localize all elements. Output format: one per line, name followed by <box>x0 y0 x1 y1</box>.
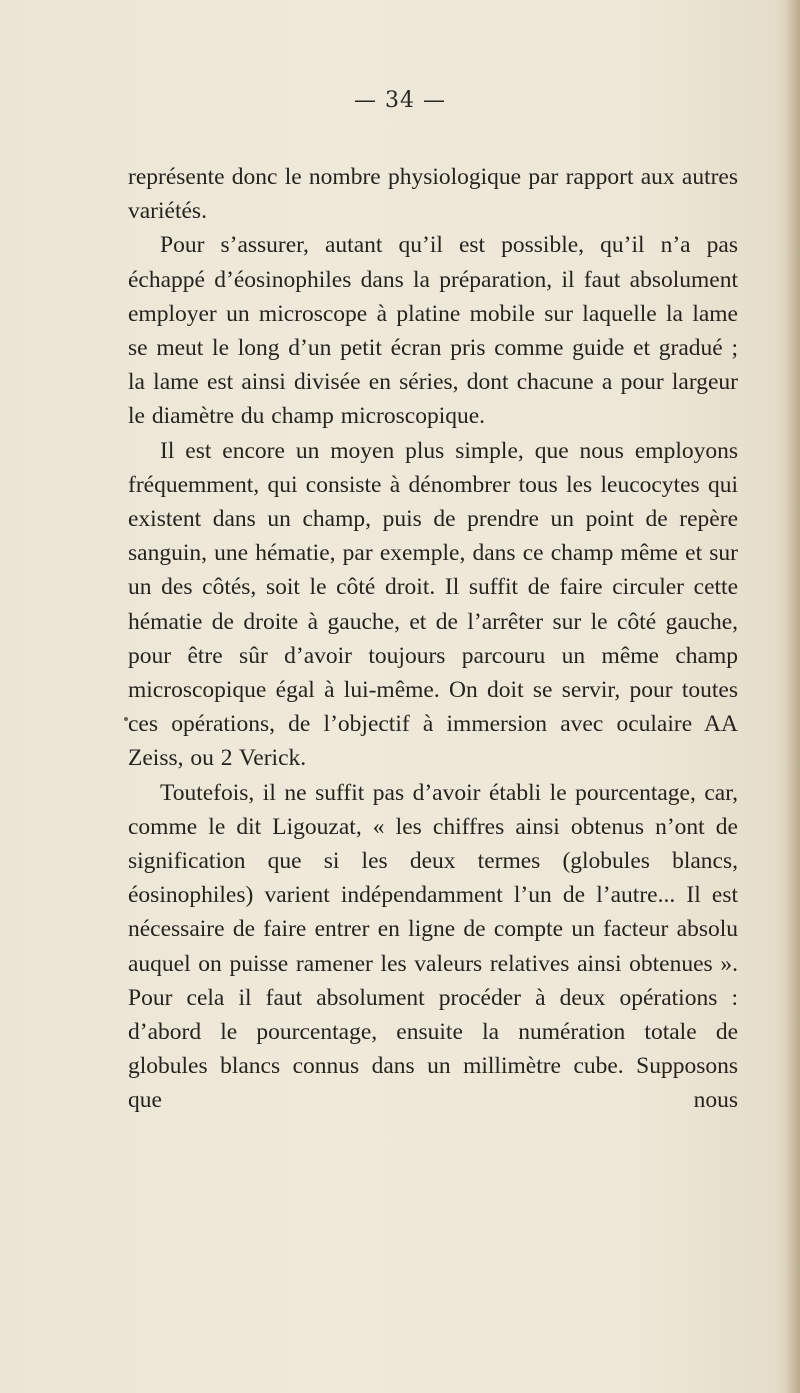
paragraph-2: Pour s’assurer, autant qu’il est possible, qu’il n’a pas échappé d’éosinophiles dans la préparation, il faut absolument employer un microscope à platine mobile sur laquelle la lame se meut le long d’un petit écran pris comme guide et gradué ; la lame est ainsi divisée en séries, dont chacune a pour largeur le diamètre du champ microscopique. <box>128 232 738 430</box>
paragraph-4: Toutefois, il ne suffit pas d’avoir établi le pourcentage, car, comme le dit Ligouzat, « les chiffres ainsi obtenus n’ont de signification que si les deux termes (globules blancs, éosinophiles) varient indépendamment l’un de l’autre... Il est nécessaire de faire entrer en ligne de compte un facteur absolu auquel on puisse ramener les valeurs relatives ainsi obtenues ». Pour cela il faut absolument procéder à deux opérations : d’abord le pourcentage, ensuite la numération totale de globules blancs connus dans un millimètre cube. Supposons que nous <box>128 779 738 1114</box>
body-text <box>128 160 738 1118</box>
page-edge-shadow <box>786 0 800 1393</box>
paragraph-1: représente donc le nombre physiologique par rapport aux autres variétés. <box>128 164 738 225</box>
margin-speck <box>124 717 128 721</box>
page-number: — 34 — <box>354 88 446 113</box>
paragraph-3: Il est encore un moyen plus simple, que nous employons fréquemment, qui consiste à dénombrer tous les leucocytes qui existent dans un champ, puis de prendre un point de repère sanguin, une hématie, par exemple, dans ce champ même et sur un des côtés, soit le côté droit. Il suffit de faire circuler cette hématie de droite à gauche, et de l’arrêter sur le côté gauche, pour être sûr d’avoir toujours parcouru un même champ microscopique égal à lui-même. On doit se servir, pour toutes ces opérations, de l’objectif à immersion avec oculaire AA Zeiss, ou 2 Verick. <box>128 437 738 772</box>
